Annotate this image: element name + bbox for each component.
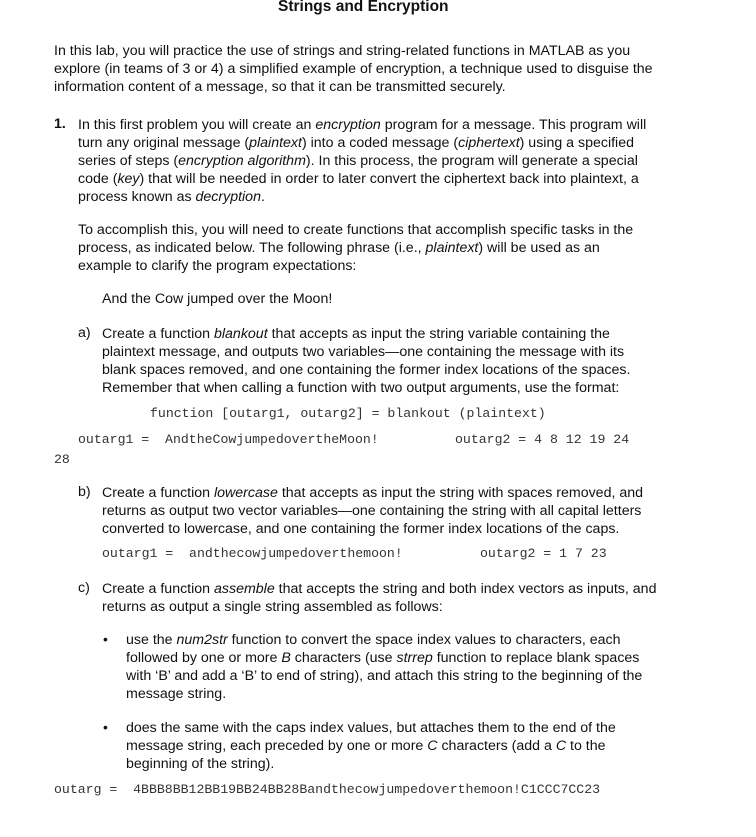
- intro-paragraph: [54, 42, 653, 96]
- part-c-label: c): [78, 580, 90, 596]
- text-line: example to clarify the program expectations:: [78, 258, 357, 274]
- text-line: In this first problem you will create an encryption program for a message. This program will: [78, 117, 647, 133]
- bullet-icon: •: [103, 631, 108, 647]
- text-line: To accomplish this, you will need to create functions that accomplish specific tasks in the: [78, 222, 634, 238]
- text-line: Remember that when calling a function with two output arguments, use the format:: [102, 380, 620, 396]
- text-line: turn any original message (plaintext) into a coded message (ciphertext) using a specified: [78, 135, 634, 151]
- text-line: process, as indicated below. The following phrase (i.e., plaintext) will be used as an: [78, 240, 600, 256]
- text-line: message string, each preceded by one or more C characters (add a C to the: [126, 738, 606, 754]
- bullet-icon: •: [103, 719, 108, 735]
- intro-line: explore (in teams of 3 or 4) a simplified example of encryption, a technique used to disguise the: [54, 61, 653, 77]
- part-c-text: [102, 580, 656, 616]
- text-line: Create a function blankout that accepts as input the string variable containing the: [102, 326, 610, 342]
- text-line: with ‘B’ and add a ‘B’ to end of string), and attach this string to the beginning of the: [126, 668, 643, 684]
- part-a-output2: outarg2 = 4 8 12 19 24: [455, 432, 630, 447]
- text-line: Create a function assemble that accepts the string and both index vectors as inputs, and: [102, 581, 657, 597]
- part-b-label: b): [78, 484, 91, 500]
- text-line: returns as output a single string assembled as follows:: [102, 599, 443, 615]
- part-a-output1: outarg1 = AndtheCowjumpedovertheMoon!: [78, 432, 379, 447]
- text-line: use the num2str function to convert the space index values to characters, each: [126, 632, 621, 648]
- part-a-label: a): [78, 325, 91, 341]
- bullet2-text: [126, 719, 616, 773]
- bullet1-text: [126, 631, 642, 703]
- problem1-paragraph2: [78, 221, 633, 275]
- problem1-paragraph1: [78, 116, 646, 206]
- part-a-output2-wrap: 28: [54, 452, 70, 467]
- text-line: Create a function lowercase that accepts as input the string with spaces removed, and: [102, 485, 644, 501]
- problem-number: 1.: [54, 116, 66, 132]
- part-b-output1: outarg1 = andthecowjumpedoverthemoon!: [102, 546, 403, 561]
- part-b-text: [102, 484, 643, 538]
- text-line: does the same with the caps index values, but attaches them to the end of the: [126, 720, 616, 736]
- intro-line: information content of a message, so that it can be transmitted securely.: [54, 79, 506, 95]
- text-line: returns as output two vector variables—one containing the string with all capital letters: [102, 503, 642, 519]
- text-line: process known as decryption.: [78, 189, 265, 205]
- part-a-text: [102, 325, 630, 397]
- intro-line: In this lab, you will practice the use of strings and string-related functions in MATLAB as you: [54, 43, 631, 59]
- function-signature-code: function [outarg1, outarg2] = blankout (plaintext): [150, 406, 546, 421]
- text-line: series of steps (encryption algorithm). In this process, the program will generate a special: [78, 153, 638, 169]
- part-b-output2: outarg2 = 1 7 23: [480, 546, 607, 561]
- page-title: Strings and Encryption: [278, 0, 449, 15]
- text-line: beginning of the string).: [126, 756, 275, 772]
- text-line: followed by one or more B characters (use strrep function to replace blank spaces: [126, 650, 640, 666]
- text-line: message string.: [126, 686, 227, 702]
- text-line: code (key) that will be needed in order to later convert the ciphertext back into plaintext, a: [78, 171, 639, 187]
- example-phrase: And the Cow jumped over the Moon!: [102, 291, 333, 307]
- final-output: outarg = 4BBB8BB12BB19BB24BB28Bandthecowjumpedoverthemoon!C1CCC7CC23: [54, 782, 601, 797]
- text-line: blank spaces removed, and one containing the former index locations of the spaces.: [102, 362, 631, 378]
- text-line: converted to lowercase, and one containing the former index locations of the caps.: [102, 521, 620, 537]
- text-line: plaintext message, and outputs two variables—one containing the message with its: [102, 344, 625, 360]
